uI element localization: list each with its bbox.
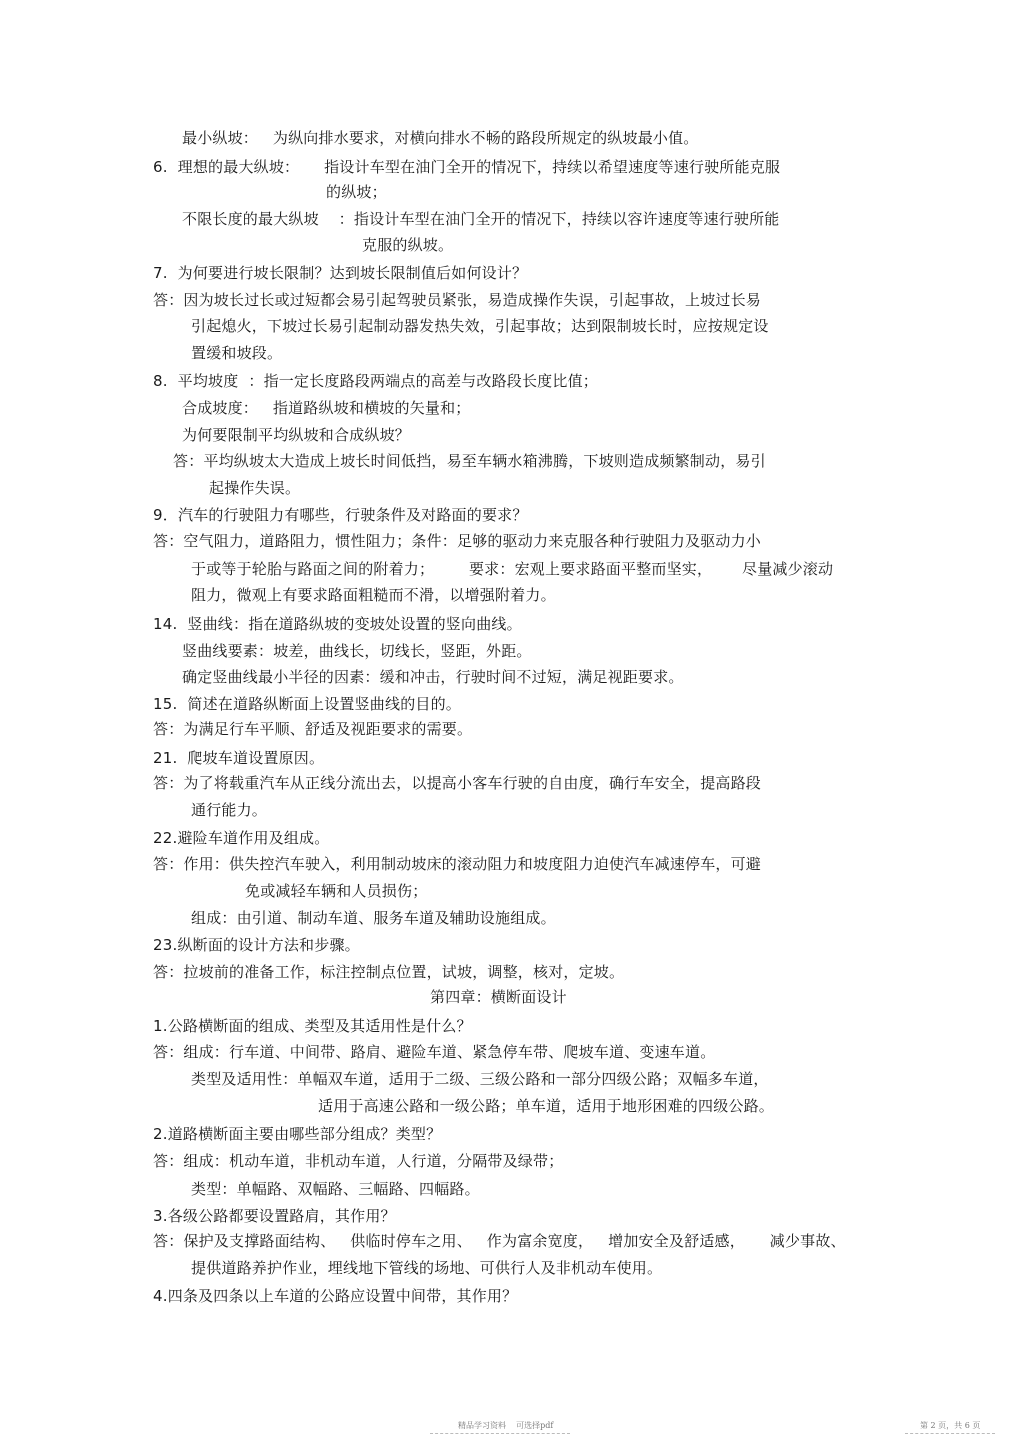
- text-line: 通行能力。: [191, 801, 268, 819]
- text-line: 2.道路横断面主要由哪些部分组成？类型？: [153, 1125, 442, 1143]
- text-line: 答：空气阻力，道路阻力，惯性阻力；条件：足够的驱动力来克服各种行驶阻力及驱动力小: [153, 532, 762, 550]
- text-line: 3.各级公路都要设置路肩，其作用？: [153, 1207, 396, 1225]
- text-line: 22.避险车道作用及组成。: [153, 829, 330, 847]
- text-line: 类型及适用性：单幅双车道，适用于二级、三级公路和一部分四级公路；双幅多车道，: [191, 1070, 769, 1088]
- text-line: 不限长度的最大纵坡 ：指设计车型在油门全开的情况下，持续以容许速度等速行驶所能: [182, 210, 780, 228]
- text-line: 置缓和坡段。: [191, 344, 283, 362]
- text-line: 为何要限制平均纵坡和合成纵坡？: [182, 426, 411, 444]
- footer-center: 精品学习资料 可选择pdf: [458, 1421, 554, 1430]
- text-line: 的纵坡；: [326, 183, 387, 201]
- text-line: 7. 为何要进行坡长限制？达到坡长限制值后如何设计？: [153, 264, 528, 282]
- text-line: 起操作失误。: [209, 479, 301, 497]
- text-line: 类型：单幅路、双幅路、三幅路、四幅路。: [191, 1180, 480, 1198]
- footer-divider: [905, 1433, 995, 1434]
- text-line: 答：因为坡长过长或过短都会易引起驾驶员紧张，易造成操作失误，引起事故，上坡过长易: [153, 291, 762, 309]
- text-line: 答：为满足行车平顺、舒适及视距要求的需要。: [153, 720, 473, 738]
- text-line: 1.公路横断面的组成、类型及其适用性是什么？: [153, 1017, 472, 1035]
- text-line: 引起熄火，下坡过长易引起制动器发热失效，引起事故；达到限制坡长时，应按规定设: [191, 317, 769, 335]
- chapter-heading: 第四章：横断面设计: [430, 988, 567, 1006]
- text-line: 15. 简述在道路纵断面上设置竖曲线的目的。: [153, 695, 461, 713]
- text-line: 答：平均纵坡太大造成上坡长时间低挡，易至车辆水箱沸腾，下坡则造成频繁制动，易引: [173, 452, 766, 470]
- text-line: 确定竖曲线最小半径的因素：缓和冲击，行驶时间不过短，满足视距要求。: [182, 668, 684, 686]
- text-line: 答：作用：供失控汽车驶入，利用制动坡床的滚动阻力和坡度阻力迫使汽车减速停车，可避: [153, 855, 762, 873]
- text-line: 答：组成：行车道、中间带、路肩、避险车道、紧急停车带、爬坡车道、变速车道。: [153, 1043, 716, 1061]
- text-line: 答：为了将载重汽车从正线分流出去，以提高小客车行驶的自由度，确行车安全，提高路段: [153, 774, 762, 792]
- footer-page-number: 第 2 页，共 6 页: [920, 1421, 981, 1430]
- text-line: 9．汽车的行驶阻力有哪些，行驶条件及对路面的要求？: [153, 506, 528, 524]
- text-line: 6. 理想的最大纵坡： 指设计车型在油门全开的情况下，持续以希望速度等速行驶所能克服: [153, 158, 781, 176]
- text-line: 克服的纵坡。: [362, 236, 454, 254]
- text-line: 答：保护及支撑路面结构、 供临时停车之用、 作为富余宽度， 增加安全及舒适感， 减少事故、: [153, 1232, 846, 1250]
- text-line: 合成坡度： 指道路纵坡和横坡的矢量和；: [182, 399, 471, 417]
- text-line: 最小纵坡： 为纵向排水要求，对横向排水不畅的路段所规定的纵坡最小值。: [182, 129, 699, 147]
- text-line: 阻力，微观上有要求路面粗糙而不滑，以增强附着力。: [191, 586, 556, 604]
- text-line: 4.四条及四条以上车道的公路应设置中间带，其作用？: [153, 1287, 518, 1305]
- text-line: 于或等于轮胎与路面之间的附着力； 要求：宏观上要求路面平整而坚实， 尽量减少滚动: [191, 560, 834, 578]
- text-line: 答：拉坡前的准备工作，标注控制点位置，试坡，调整，核对，定坡。: [153, 963, 625, 981]
- text-line: 适用于高速公路和一级公路；单车道，适用于地形困难的四级公路。: [318, 1097, 775, 1115]
- text-line: 竖曲线要素：坡差，曲线长，切线长，竖距，外距。: [182, 642, 532, 660]
- text-line: 答：组成：机动车道，非机动车道，人行道，分隔带及绿带；: [153, 1152, 564, 1170]
- text-line: 23.纵断面的设计方法和步骤。: [153, 936, 360, 954]
- text-line: 组成：由引道、制动车道、服务车道及辅助设施组成。: [191, 909, 556, 927]
- text-line: 8. 平均坡度 ：指一定长度路段两端点的高差与改路段长度比值；: [153, 372, 598, 390]
- text-line: 14. 竖曲线：指在道路纵坡的变坡处设置的竖向曲线。: [153, 615, 522, 633]
- text-line: 提供道路养护作业，埋线地下管线的场地、可供行人及非机动车使用。: [191, 1259, 663, 1277]
- footer-divider: [430, 1433, 570, 1434]
- text-line: 21. 爬坡车道设置原因。: [153, 749, 325, 767]
- text-line: 免或减轻车辆和人员损伤；: [245, 882, 428, 900]
